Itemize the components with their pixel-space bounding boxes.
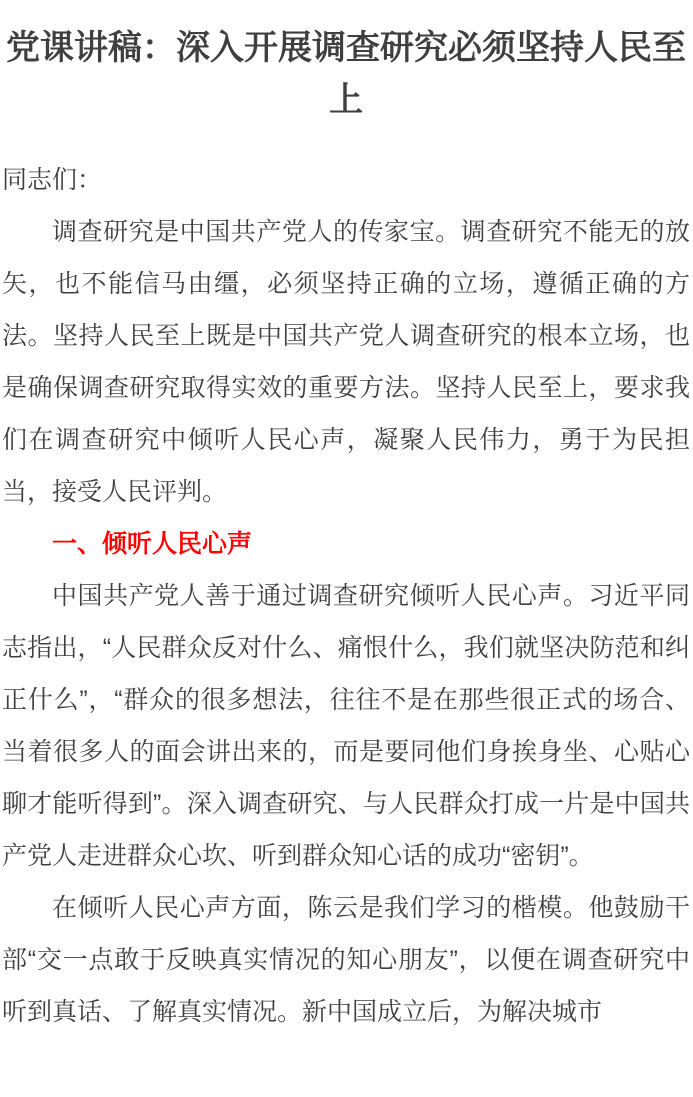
- salutation: 同志们：: [2, 166, 103, 194]
- document-body: [2, 154, 690, 1038]
- section-heading-1: 一、倾听人民心声: [52, 530, 253, 558]
- paragraph-intro: 调查研究是中国共产党人的传家宝。调查研究不能无的放矢，也不能信马由缰，必须坚持正确的立场，遵循正确的方法。坚持人民至上既是中国共产党人调查研究的根本立场，也是确保调查研究取得实效的重要方法。坚持人民至上，要求我们在调查研究中倾听人民心声，凝聚人民伟力，勇于为民担当，接受人民评判。: [2, 218, 690, 506]
- paragraph-listen-voices: 中国共产党人善于通过调查研究倾听人民心声。习近平同志指出，“人民群众反对什么、痛恨什么，我们就坚决防范和纠正什么”，“群众的很多想法，往往不是在那些很正式的场合、当着很多人的面会讲出来的，而是要同他们身挨身坐、心贴心聊才能听得到”。深入调查研究、与人民群众打成一片是中国共产党人走进群众心坎、听到群众知心话的成功“密钥”。: [2, 582, 690, 870]
- paragraph-chenyun-truncated: 在倾听人民心声方面，陈云是我们学习的楷模。他鼓励干部“交一点敢于反映真实情况的知心朋友”，以便在调查研究中听到真话、了解真实情况。新中国成立后，为解决城市: [2, 894, 690, 1026]
- page-title: 党课讲稿：深入开展调查研究必须坚持人民至上: [6, 29, 686, 119]
